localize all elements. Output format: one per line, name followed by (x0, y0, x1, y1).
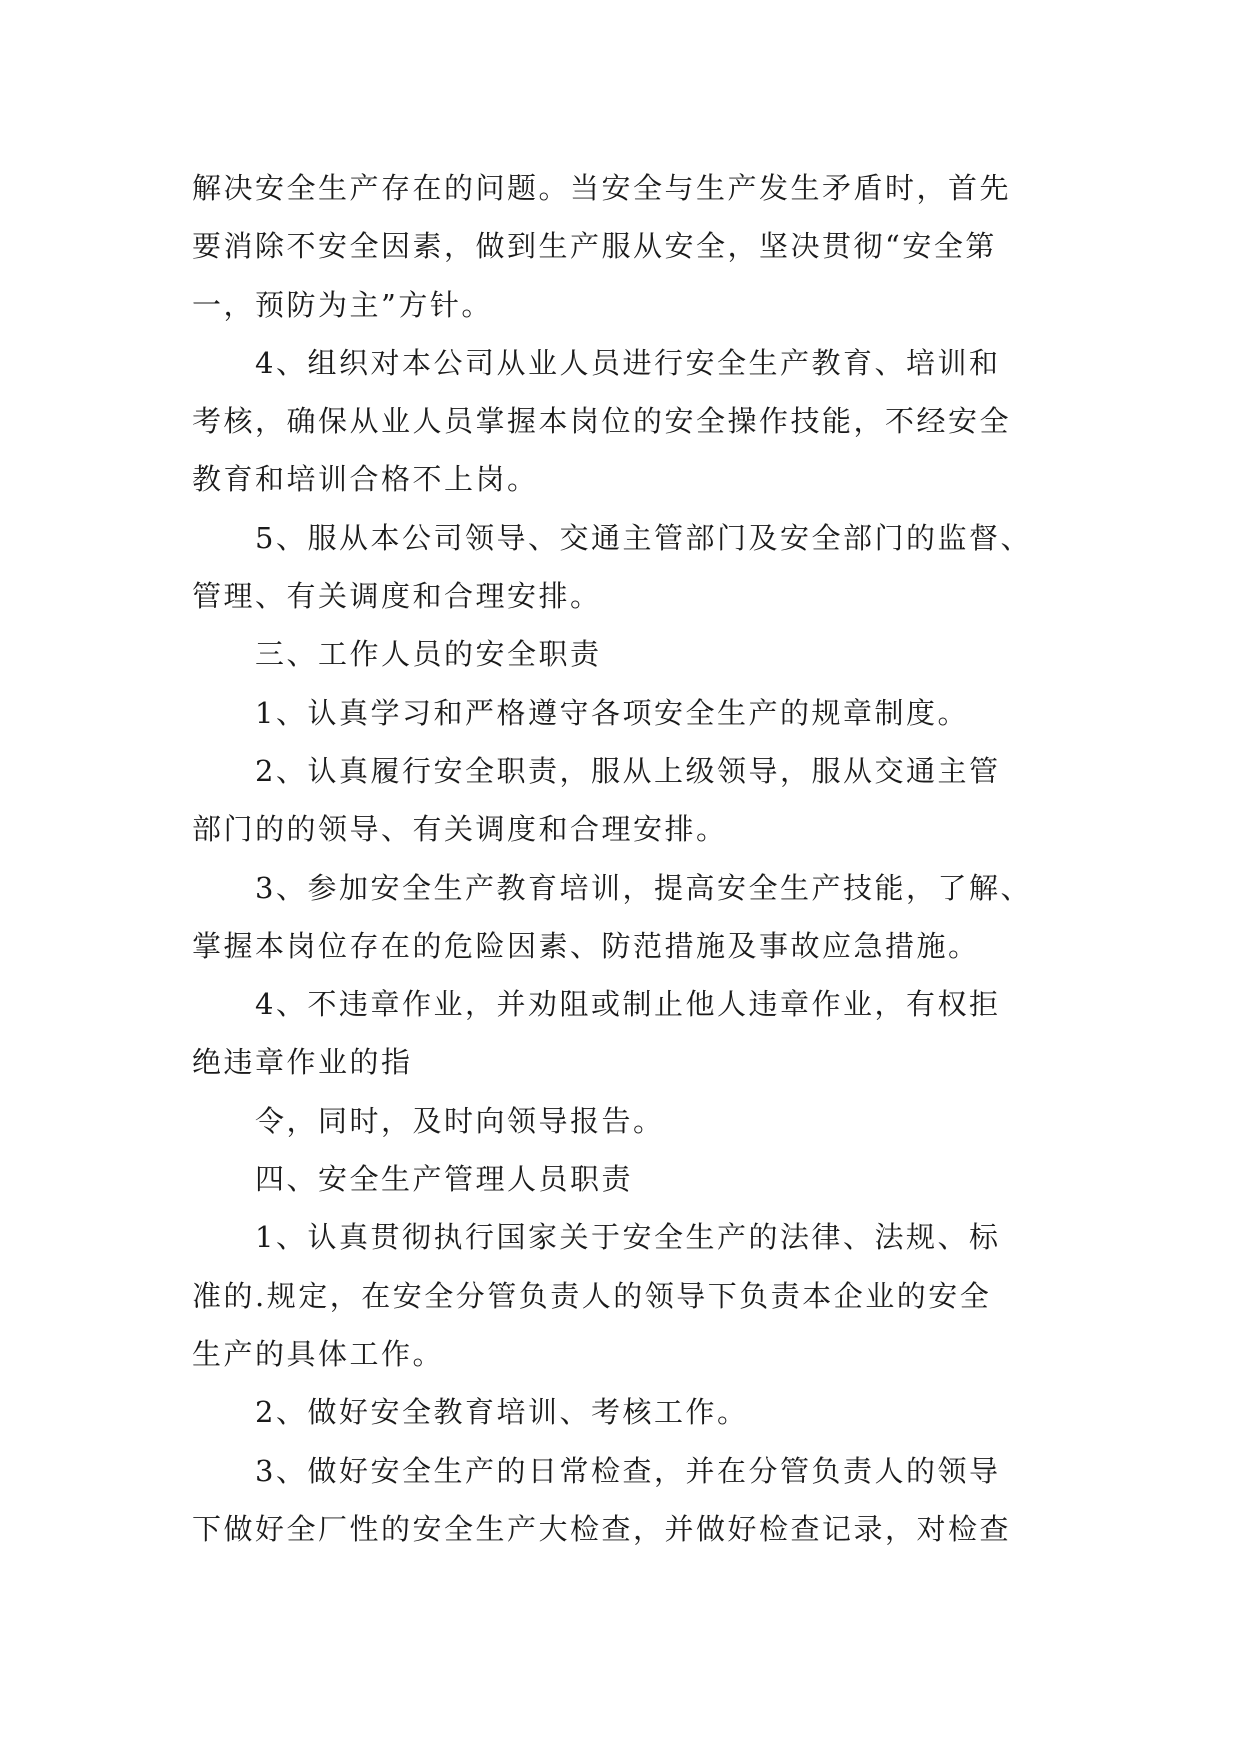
text-line: 3、做好安全生产的日常检查，并在分管负责人的领导 (255, 1453, 1001, 1488)
text-line: 一，预防为主”方针。 (192, 287, 493, 322)
text-line: 2、做好安全教育培训、考核工作。 (255, 1395, 749, 1430)
text-line: 1、认真学习和严格遵守各项安全生产的规章制度。 (255, 695, 969, 730)
text-line: 令，同时，及时向领导报告。 (255, 1103, 665, 1138)
text-line: 教育和培训合格不上岗。 (192, 462, 539, 497)
text-line: 1、认真贯彻执行国家关于安全生产的法律、法规、标 (255, 1220, 1001, 1255)
text-line: 生产的具体工作。 (192, 1336, 445, 1371)
text-line: 部门的的领导、有关调度和合理安排。 (192, 812, 728, 847)
text-line: 5、服从本公司领导、交通主管部门及安全部门的监督、 (255, 520, 1032, 555)
text-line: 掌握本岗位存在的危险因素、防范措施及事故应急措施。 (192, 928, 980, 963)
text-line: 要消除不安全因素，做到生产服从安全，坚决贯彻“安全第 (192, 229, 997, 264)
text-line: 2、认真履行安全职责，服从上级领导，服从交通主管 (255, 753, 1001, 788)
text-line: 解决安全生产存在的问题。当安全与生产发生矛盾时，首先 (192, 171, 1012, 205)
section-heading: 四、安全生产管理人员职责 (255, 1162, 634, 1197)
text-line: 考核，确保从业人员掌握本岗位的安全操作技能，不经安全 (192, 404, 1012, 439)
section-heading: 三、工作人员的安全职责 (255, 637, 602, 672)
text-line: 下做好全厂性的安全生产大检查，并做好检查记录，对检查 (192, 1511, 1012, 1546)
document-body (192, 159, 1072, 1558)
text-line: 绝违章作业的指 (192, 1045, 413, 1080)
text-line: 4、不违章作业，并劝阻或制止他人违章作业，有权拒 (255, 987, 1001, 1022)
text-line: 3、参加安全生产教育培训，提高安全生产技能，了解、 (255, 870, 1032, 905)
text-line: 准的.规定，在安全分管负责人的领导下负责本企业的安全 (192, 1278, 992, 1313)
text-line: 4、组织对本公司从业人员进行安全生产教育、培训和 (255, 345, 1001, 380)
text-line: 管理、有关调度和合理安排。 (192, 579, 602, 614)
